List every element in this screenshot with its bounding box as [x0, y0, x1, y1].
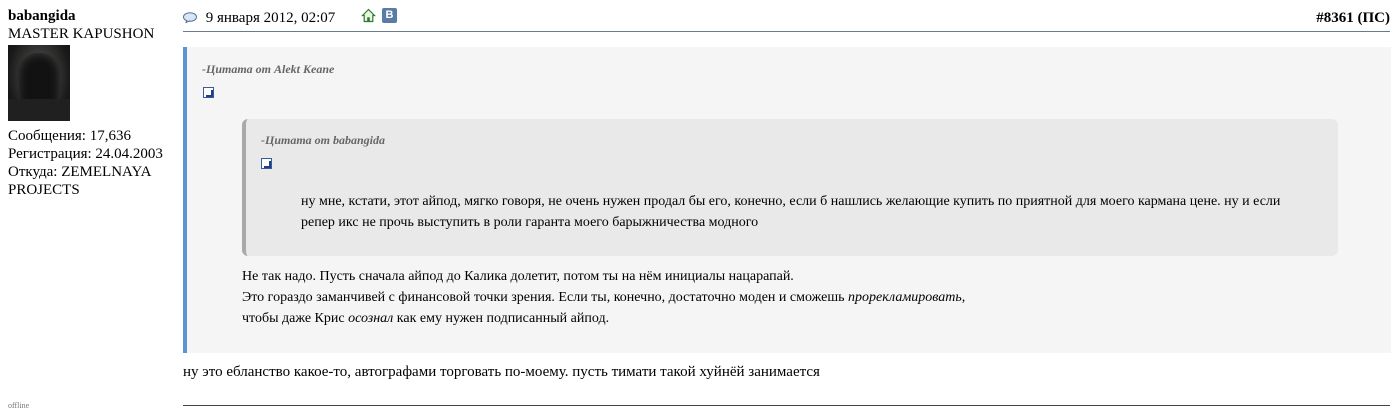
post-header	[183, 8, 1390, 30]
username[interactable]: babangida	[8, 8, 76, 24]
outer-quote-text	[242, 266, 1142, 329]
avatar[interactable]	[8, 45, 70, 121]
post-bottom-divider	[183, 405, 1390, 406]
avatar-shoulder	[8, 99, 70, 121]
outer-quote-line-2	[242, 287, 1142, 308]
outer-quote-line-3-emphasis: осознал	[348, 311, 394, 326]
user-location: Откуда: ZEMELNAYA PROJECTS	[8, 164, 151, 198]
outer-quote-link-icon[interactable]	[203, 87, 214, 98]
vk-icon[interactable]: B	[382, 8, 397, 23]
inner-quote-header: -Цитата от babangida	[261, 133, 386, 147]
user-registered: Регистрация: 24.04.2003	[8, 146, 163, 162]
post-body: ну это ебланство какое-то, автографами торговать по-моему. пусть тимати такой хуйнёй занимается	[183, 364, 820, 380]
outer-quote-line-3-text-a: чтобы даже Крис	[242, 311, 349, 326]
outer-quote	[183, 47, 1391, 353]
outer-quote-line-2-text: Это гораздо заманчивей с финансовой точки зрения. Если ты, конечно, достаточно моден и сможешь	[242, 290, 848, 305]
outer-quote-line-1: Не так надо. Пусть сначала айпод до Калика долетит, потом ты на нём инициалы нацарапай.	[242, 269, 794, 284]
post-date: 9 января 2012, 02:07	[205, 10, 336, 26]
post-icon	[183, 12, 197, 23]
outer-quote-header: -Цитата от Alekt Keane	[202, 62, 335, 76]
post-number[interactable]: #8361	[1316, 10, 1354, 26]
inner-quote-link-icon[interactable]	[261, 158, 272, 169]
outer-quote-line-3-text-b: как ему нужен подписанный айпод.	[393, 311, 610, 326]
user-info	[8, 8, 180, 199]
user-title: MASTER KAPUSHON	[8, 26, 155, 42]
home-icon[interactable]	[361, 8, 376, 23]
user-posts: Сообщения: 17,636	[8, 128, 131, 144]
outer-quote-line-2-emphasis: прорекламировать,	[848, 290, 966, 305]
inner-quote-text: ну мне, кстати, этот айпод, мягко говоря, не очень нужен продал бы его, конечно, если б нашлись желающие купить по приятной для моего кармана цене. ну и если репер икс не прочь выступить в роли гаранта моего барыжничества модного	[301, 194, 1281, 230]
header-divider	[183, 31, 1390, 32]
post-number-suffix: (ПС)	[1357, 10, 1390, 26]
post-number-group	[1316, 8, 1390, 28]
offline-status: offline	[8, 401, 30, 410]
outer-quote-line-3	[242, 308, 1142, 329]
inner-quote	[242, 119, 1338, 256]
